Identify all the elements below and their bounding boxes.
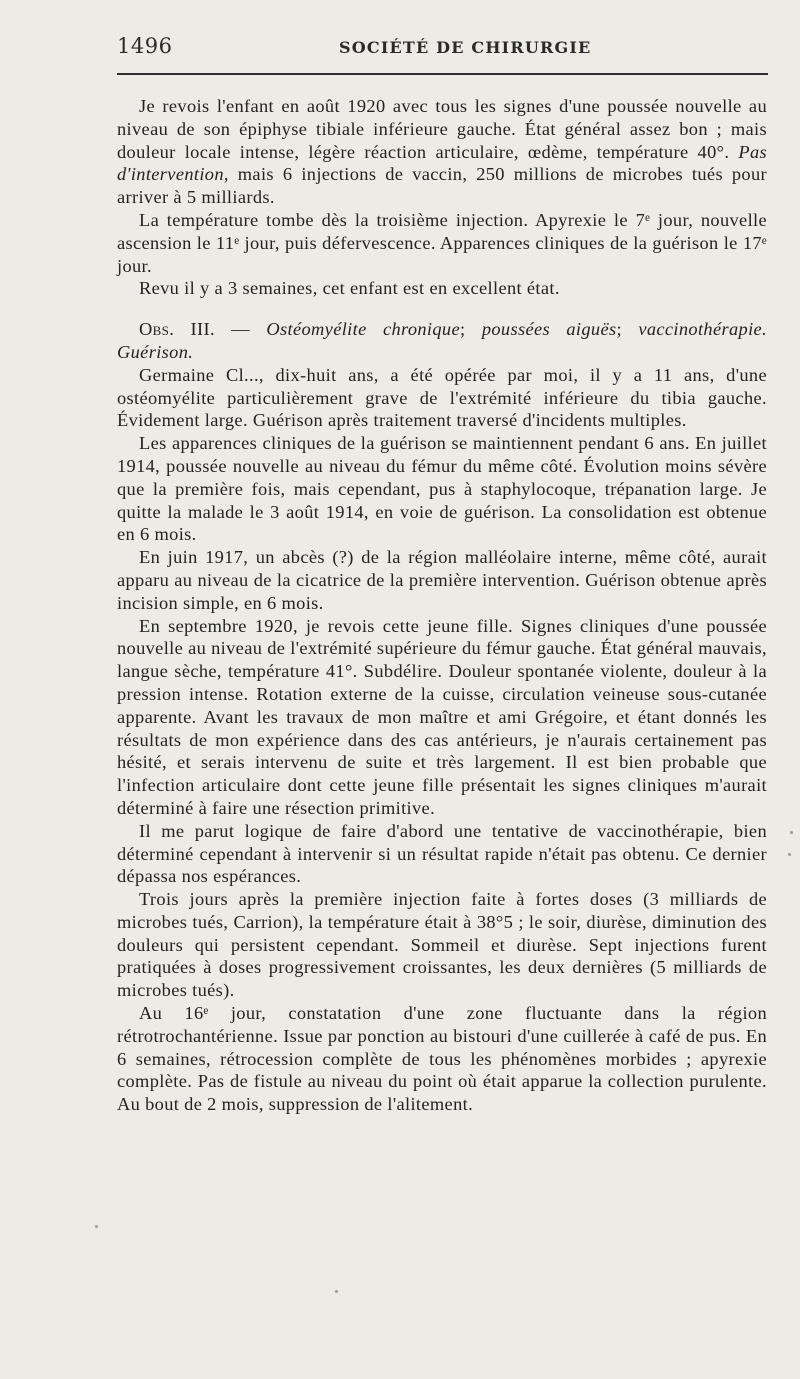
paragraph: Trois jours après la première injection faite à fortes doses (3 milliards de microbes tués, Carrion), la température était à 38°5 ; le soir, diurèse, diminution des douleurs qui persistent cependant. Sommeil et diurèse. Sept injections furent pratiquées à doses progressivement croissantes, les deux dernières (5 milliards de microbes tués).	[117, 889, 767, 1001]
paragraph: Revu il y a 3 semaines, cet enfant est en excellent état.	[139, 278, 560, 299]
body-text	[117, 95, 767, 1116]
paragraph: Au 16ᵉ jour, constatation d'une zone fluctuante dans la région rétrotrochantérienne. Issue par ponction au bistouri d'une cuillerée à café de pus. En 6 semaines, rétrocession complète de tous les phénomènes morbides ; apyrexie complète. Pas de fistule au niveau du point où était apparue la collection purulente. Au bout de 2 mois, suppression de l'alitement.	[117, 1003, 767, 1115]
observation-title-2: poussées aiguës	[481, 319, 617, 340]
paragraph: En septembre 1920, je revois cette jeune fille. Signes cliniques d'une poussée nouvelle au niveau de l'extrémité supérieure du fémur gauche. État général mauvais, langue sèche, température 41°. Subdélire. Douleur spontanée violente, douleur à la pression intense. Rotation externe de la cuisse, circulation veineuse sous-cutanée apparente. Avant les travaux de mon maître et ami Grégoire, et étant donnés les résultats de mon expérience dans des cas antérieurs, je n'aurais certainement pas hésité, et serais intervenu de suite et très largement. Il est bien probable que l'infection articulaire dont cette jeune fille présentait les signes cliniques m'aurait déterminé à faire une résection primitive.	[117, 615, 767, 818]
paragraph: La température tombe dès la troisième injection. Apyrexie le 7ᵉ jour, nouvelle ascension le 11ᵉ jour, puis défervescence. Apparences cliniques de la guérison le 17ᵉ jour.	[117, 209, 767, 276]
observation-title-1: Ostéomyélite chronique	[266, 319, 460, 340]
page-number: 1496	[117, 34, 173, 58]
paragraph: Les apparences cliniques de la guérison se maintiennent pendant 6 ans. En juillet 1914, poussée nouvelle au niveau du fémur du même côté. Évolution moins sévère que la première fois, mais cependant, pus à staphylocoque, trépanation large. Je quitte la malade le 3 août 1914, en voie de guérison. La consolidation est obtenue en 6 mois.	[117, 433, 767, 545]
paper-speck	[790, 831, 793, 834]
paragraph: Germaine Cl..., dix-huit ans, a été opérée par moi, il y a 11 ans, d'une ostéomyélite particulièrement grave de l'extrémité inférieure du tibia gauche. Évidement large. Guérison après traitement traversé d'incidents multiples.	[117, 364, 767, 431]
observation-title-3: vaccinothérapie. Guérison.	[117, 319, 767, 362]
paragraph: En juin 1917, un abcès (?) de la région malléolaire interne, même côté, aurait apparu au niveau de la cicatrice de la première intervention. Guérison obtenue après incision simple, en 6 mois.	[117, 547, 767, 613]
paper-speck	[788, 853, 791, 856]
observation-heading: Obs. III. — Ostéomyélite chronique; poussées aiguës; vaccinothérapie. Guérison.	[117, 319, 767, 362]
running-head: SOCIÉTÉ DE CHIRURGIE	[339, 38, 592, 57]
observation-label: Obs. III. —	[139, 319, 267, 340]
italic-phrase: Pas d'intervention,	[117, 141, 767, 185]
section-gap	[117, 300, 767, 318]
paragraph: Il me parut logique de faire d'abord une tentative de vaccinothérapie, bien déterminé cependant à intervenir si un résultat rapide n'était pas obtenu. Ce dernier dépassa nos espérances.	[117, 820, 767, 887]
page-header	[117, 34, 767, 64]
header-rule	[117, 73, 768, 75]
paper-speck	[335, 1290, 338, 1293]
paragraph: Je revois l'enfant en août 1920 avec tous les signes d'une poussée nouvelle au niveau de son épiphyse tibiale inférieure gauche. État général assez bon ; mais douleur locale intense, légère réaction articulaire, œdème, température 40°. Pas d'intervention, mais 6 injections de vaccin, 250 millions de microbes tués pour arriver à 5 milliards.	[117, 96, 767, 208]
paper-speck	[95, 1225, 98, 1228]
